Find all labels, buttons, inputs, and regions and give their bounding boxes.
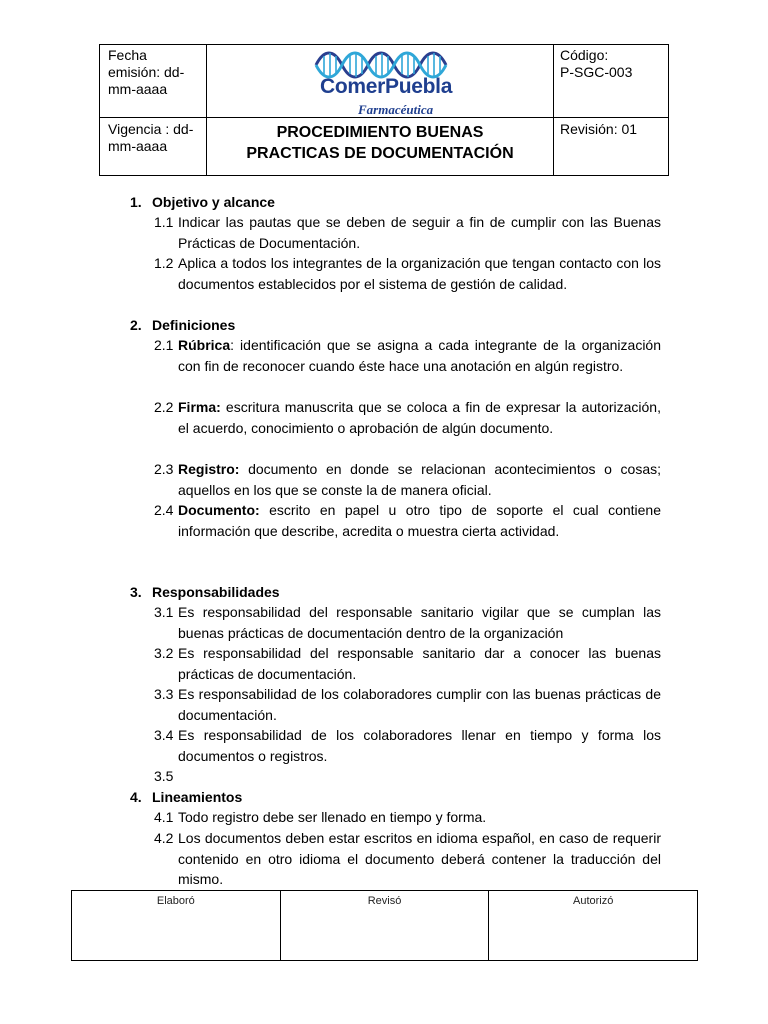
logo-brand-text: ComerPuebla <box>320 75 453 98</box>
list-item: 3.3 Es responsabilidad de los colaboradores cumplir con las buenas prácticas de documentación. <box>154 686 661 723</box>
codigo-value: P-SGC-003 <box>560 64 633 80</box>
logo-sub-text: Farmacéutica <box>358 102 434 117</box>
section-title: 1. Objetivo y alcance <box>130 194 275 210</box>
elaboro-label: Elaboró <box>156 895 195 907</box>
revision: Revisión: 01 <box>560 121 638 137</box>
list-item: 2.3 Registro: documento en donde se relacionan acontecimientos o cosas; aquellos en los que se conste la de manera oficial. <box>154 461 661 498</box>
list-item: 1.1 Indicar las pautas que se deben de seguir a fin de cumplir con las Buenas Prácticas de Documentación. <box>154 214 661 251</box>
list-item: 4.2 Los documentos deben estar escritos en idioma español, en caso de requerir contenido en otro idioma el documento deberá contener la traducción del mismo. <box>154 830 661 887</box>
list-item: 2.2 Firma: escritura manuscrita que se coloca a fin de expresar la autorización, el acuerdo, conocimiento o aprobación de algún documento. <box>154 399 661 436</box>
title-line-2: PRACTICAS DE DOCUMENTACIÓN <box>246 145 514 162</box>
list-item: 3.2 Es responsabilidad del responsable sanitario dar a conocer las buenas prácticas de documentación. <box>154 645 661 682</box>
list-item: 1.2 Aplica a todos los integrantes de la organización que tengan contacto con los documentos establecidos por el sistema de gestión de calidad. <box>154 255 661 292</box>
list-item: 2.1 Rúbrica: identificación que se asigna a cada integrante de la organización con fin de reconocer cuando éste hace una anotación en algún registro. <box>154 337 661 374</box>
vigencia: Vigencia : dd-mm-aaaa <box>108 121 194 154</box>
section-title: 2. Definiciones <box>130 317 236 333</box>
list-item: 3.4 Es responsabilidad de los colaboradores llenar en tiempo y forma los documentos o registros. <box>154 727 661 764</box>
autorizo-label: Autorizó <box>573 895 614 907</box>
section-title: 4. Lineamientos <box>130 789 243 805</box>
signature-table <box>71 890 698 961</box>
list-item: 4.1 Todo registro debe ser llenado en tiempo y forma. <box>154 809 487 825</box>
title-line-1: PROCEDIMIENTO BUENAS <box>276 124 484 141</box>
reviso-label: Revisó <box>367 895 402 907</box>
section-title: 3. Responsabilidades <box>130 584 280 600</box>
list-item: 2.4 Documento: escrito en papel u otro tipo de soporte el cual contiene información que describe, acredita o muestra cierta actividad. <box>154 502 661 539</box>
elaboro-cell <box>72 891 280 960</box>
fecha-emision: Fecha emisión: dd-mm-aaaa <box>108 47 185 97</box>
autorizo-cell <box>488 891 697 960</box>
document-body: 1. Objetivo y alcance 1.1 Indicar las pautas que se deben de seguir a fin de cumplir con las Buenas Prácticas de Documentación. 1.2 Aplica a todos los integrantes de la organización que tengan contacto con los documentos establecidos por el sistema de gestión de calidad. 2. Definiciones 2.1 Rúbrica: identificación que se asigna a cada integrante de la organización con fin de reconocer cuando éste hace una anotación en algún registro. 2.2 Firma: escritura manuscrita que se coloca a fin de expresar la autorización, el acuerdo, conocimiento o aprobación de algún documento. 2.3 Registro: documento en donde se relacionan acontecimientos o cosas; aquellos en los que se conste la de manera oficial. 2.4 Documento: escrito en papel u otro tipo de soporte el cual contiene información que describe, acredita o muestra cierta actividad. 3. Responsabilidades 3.1 Es responsabilidad del responsable sanitario vigilar que se cumplan las buenas prácticas de documentación dentro de la organización 3.2 Es responsabilidad del responsable sanitario dar a conocer las buenas prácticas de documentación. 3.3 Es responsabilidad de los colaboradores cumplir con las buenas prácticas de documentación. 3.4 Es responsabilidad de los colaboradores llenar en tiempo y forma los documentos o registros. 3.5 4. Lineamientos 4.1 Todo registro debe ser llenado en tiempo y forma. 4.2 Los documentos deben estar escritos en idioma español, en caso de requerir contenido en otro idioma el documento deberá contener la traducción del mismo. <box>0 0 768 1024</box>
codigo-label: Código: <box>560 47 609 63</box>
reviso-cell <box>280 891 489 960</box>
list-item: 3.1 Es responsabilidad del responsable sanitario vigilar que se cumplan las buenas prácticas de documentación dentro de la organización <box>154 604 661 641</box>
